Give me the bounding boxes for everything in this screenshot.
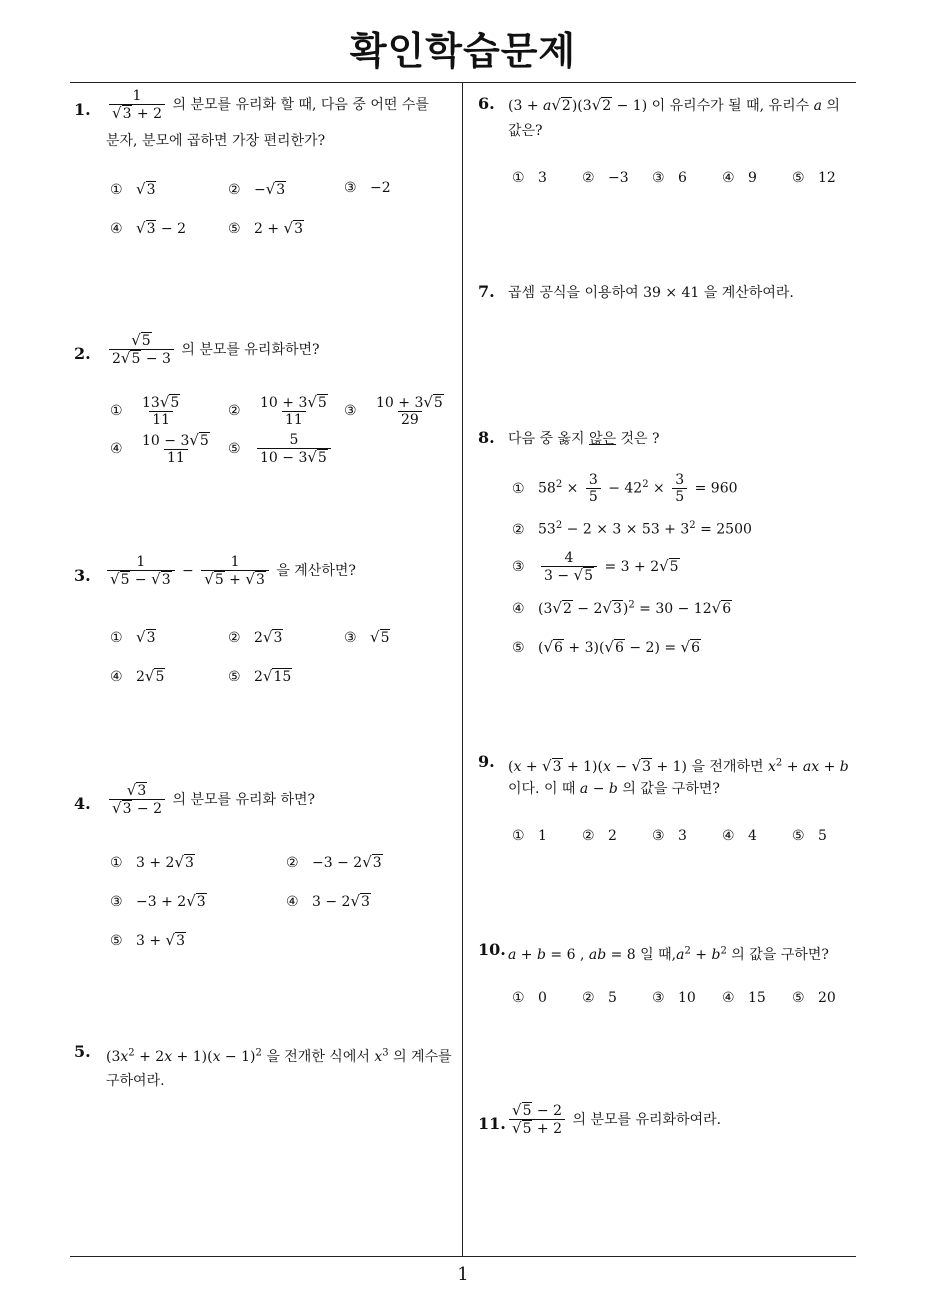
- fraction: $\frac{1}{√3 + 2}$: [109, 88, 165, 122]
- question-11: $\frac{√5 - 2}{√5 + 2}$ 의 분모를 유리화하여라.: [506, 1102, 721, 1138]
- question-4: $\frac{√3}{√3 - 2}$ 의 분모를 유리화 하면?: [106, 782, 315, 818]
- question-text: 의 분모를 유리화하여라.: [572, 1111, 722, 1128]
- option-8-4[interactable]: ④ $(3√2 - 2√3)^2 = 30 - 12√6$: [512, 599, 732, 617]
- question-2: [106, 332, 320, 368]
- question-text: 곱셈 공식을 이용하여 39 × 41 을 계산하여라.: [508, 285, 794, 301]
- option-10-5[interactable]: ⑤ 20: [792, 990, 836, 1006]
- question-text: 의 분모를 유리화 할 때, 다음 중 어떤 수를: [172, 97, 429, 114]
- question-number: 1.: [74, 100, 91, 119]
- option-3-3[interactable]: ③ √5: [344, 628, 390, 646]
- option-9-4[interactable]: ④ 4: [722, 828, 757, 844]
- question-text: 을 전개한 식에서: [266, 1048, 370, 1065]
- option-4-5[interactable]: ⑤ 3 + √3: [110, 931, 186, 949]
- option-6-2[interactable]: ② −3: [582, 170, 629, 186]
- option-1-3[interactable]: ③ −2: [344, 180, 391, 196]
- question-number: 5.: [74, 1042, 91, 1061]
- question-text: 의 분모를 유리화하면?: [181, 341, 320, 358]
- question-9: (x + √3 + 1)(x − √3 + 1) 을 전개하면 $x^2$ + ax + b: [508, 756, 849, 775]
- question-number: 7.: [478, 282, 495, 301]
- question-8: 다음 중 옳지 않은 것은 ?: [508, 431, 660, 447]
- question-text: 이 유리수가 될 때, 유리수: [651, 98, 810, 114]
- option-9-5[interactable]: ⑤ 5: [792, 828, 827, 844]
- option-1-2[interactable]: ② −√3: [228, 180, 286, 198]
- question-text-line2: 값은?: [508, 123, 543, 139]
- option-4-1[interactable]: ① 3 + 2√3: [110, 853, 194, 871]
- question-number: 8.: [478, 428, 495, 447]
- option-1-4[interactable]: ④ √3 − 2: [110, 219, 187, 237]
- option-9-3[interactable]: ③ 3: [652, 828, 687, 844]
- option-6-1[interactable]: ① 3: [512, 170, 547, 186]
- option-8-3[interactable]: ③ $\frac{4}{3 - √5}$ = 3 + 2√5: [512, 550, 679, 585]
- option-4-4[interactable]: ④ 3 − 2√3: [286, 892, 370, 910]
- bottom-divider: [70, 1256, 856, 1257]
- option-9-1[interactable]: ① 1: [512, 828, 547, 844]
- option-2-2[interactable]: ② $\frac{10 + 3√5}{11}$: [228, 393, 327, 429]
- question-number: 9.: [478, 752, 495, 771]
- fraction: $\frac{√5}{2√5 - 3}$: [109, 332, 174, 368]
- question-3: $\frac{1}{√5 - √3}$ − $\frac{1}{√5 + √3}$ 을 계산하면?: [104, 554, 356, 588]
- column-divider: [462, 82, 463, 1256]
- question-1: [106, 88, 429, 122]
- question-text: 을 계산하면?: [276, 563, 356, 580]
- option-8-5[interactable]: ⑤ (√6 + 3)(√6 − 2) = √6: [512, 638, 701, 656]
- option-2-3[interactable]: ③ $\frac{10 + 3√5}{29}$: [344, 393, 443, 429]
- question-number: 3.: [74, 566, 91, 585]
- option-3-4[interactable]: ④ 2√5: [110, 667, 165, 685]
- option-4-2[interactable]: ② −3 − 2√3: [286, 853, 382, 871]
- option-2-1[interactable]: ① $\frac{13√5}{11}$: [110, 393, 180, 429]
- option-6-4[interactable]: ④ 9: [722, 170, 757, 186]
- option-2-5[interactable]: ⑤ $\frac{5}{10 - 3√5}$: [228, 432, 334, 466]
- option-1-5[interactable]: ⑤ 2 + √3: [228, 219, 304, 237]
- option-10-2[interactable]: ② 5: [582, 990, 617, 1006]
- option-9-2[interactable]: ② 2: [582, 828, 617, 844]
- option-4-3[interactable]: ③ −3 + 2√3: [110, 892, 206, 910]
- question-number: 6.: [478, 94, 495, 113]
- option-8-2[interactable]: ② $53^2 - 2 \times 3 \times 53 + 3^2 = 2500$: [512, 520, 752, 538]
- option-10-3[interactable]: ③ 10: [652, 990, 696, 1006]
- option-10-4[interactable]: ④ 15: [722, 990, 766, 1006]
- question-10: a + b = 6 , ab = 8 일 때$,a^2 + b^2$ 의 값을 구하면?: [508, 945, 829, 963]
- question-number: 2.: [74, 344, 91, 363]
- underlined-word: 않은: [588, 431, 617, 447]
- option-3-1[interactable]: ① √3: [110, 628, 156, 646]
- page-title: 확인학습문제: [349, 29, 577, 73]
- option-10-1[interactable]: ① 0: [512, 990, 547, 1006]
- question-text: 을 전개하면: [691, 758, 764, 775]
- question-number: 11.: [478, 1114, 506, 1133]
- question-6: (3 + a√2)(3√2 − 1) 이 유리수가 될 때, 유리수 a 의: [508, 96, 840, 114]
- option-3-5[interactable]: ⑤ 2√15: [228, 667, 292, 685]
- question-number: 4.: [74, 794, 91, 813]
- option-3-2[interactable]: ② 2√3: [228, 628, 283, 646]
- question-text-line2: 분자, 분모에 곱하면 가장 편리한가?: [106, 133, 326, 149]
- option-1-1[interactable]: ① √3: [110, 180, 156, 198]
- top-divider: [70, 82, 856, 83]
- question-text-line2: 구하여라.: [106, 1073, 165, 1089]
- question-9-line2: 이다. 이 때 a − b 의 값을 구하면?: [508, 781, 720, 797]
- question-text: 의 계수를: [393, 1048, 452, 1065]
- question-text: 의: [826, 98, 840, 114]
- page-number: 1: [457, 1264, 469, 1285]
- question-number: 10.: [478, 940, 506, 959]
- question-5: $(3x^2 + 2x + 1)(x - 1)^2$ 을 전개한 식에서 $x^3$ 의 계수를: [106, 1047, 452, 1065]
- option-6-5[interactable]: ⑤ 12: [792, 170, 836, 186]
- option-6-3[interactable]: ③ 6: [652, 170, 687, 186]
- option-2-4[interactable]: ④ $\frac{10 - 3√5}{11}$: [110, 431, 209, 467]
- option-8-1[interactable]: ① $58^2$ × $\frac{3}{5}$ − $42^2$ × $\frac{3}{5}$ = 960: [512, 472, 738, 506]
- question-text: 의 분모를 유리화 하면?: [172, 791, 316, 808]
